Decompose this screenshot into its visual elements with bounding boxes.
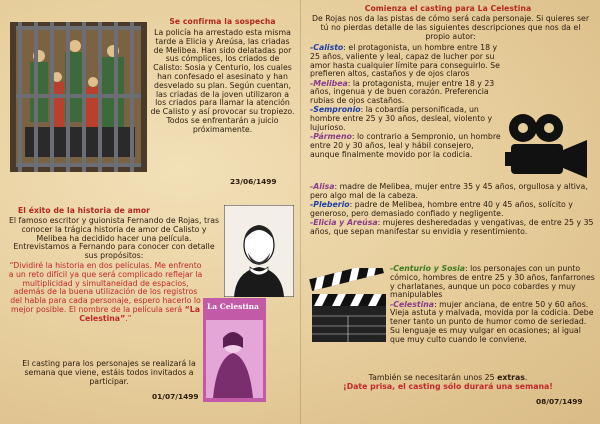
character-pleberio xyxy=(310,201,595,219)
page-fold xyxy=(300,0,301,424)
casting-title: Comienza el casting para La Celestina xyxy=(364,4,532,13)
character-celestina xyxy=(390,301,595,345)
character-name: -Celestina xyxy=(390,299,435,309)
character-elicia-areusa xyxy=(310,219,595,237)
exito-quote xyxy=(8,262,203,324)
character-desc: : la protagonista, mujer entre 18 y 23 años, ingenua y de buen corazón. Preferencia rubias de ojos castaños. xyxy=(310,78,495,106)
character-parmeno xyxy=(310,133,503,159)
character-desc: : madre de Melibea, mujer entre 35 y 45 años, orgullosa y altiva, pero algo mal de la cabeza. xyxy=(310,182,588,200)
extras-post: . xyxy=(524,373,528,382)
author-portrait-image xyxy=(224,205,294,297)
character-desc: : el protagonista, un hombre entre 18 y 25 años, valiente y leal, capaz de lucher por su amor hasta cualquier límite para conseguirlo. Se prefieren altos, castaños y de ojos claros xyxy=(310,43,500,79)
character-desc: : mujer anciana, de entre 50 y 60 años. Vieja astuta y malvada, movida por la codicia. Debe tener tanto un punto de humor como de seriedad. Su lenguaje es muy vulgar en ocasiones; al igual que muy culto cuando le conviene. xyxy=(390,299,594,344)
film-camera-icon xyxy=(505,112,590,182)
character-desc: : lo contrario a Sempronio, un hombre entre 20 y 30 años, leal y hábil consejero, aunque finalmente movido por la codicia. xyxy=(310,132,501,159)
character-desc: : los personajes con un punto cómico, hombres de entre 25 y 30 años, fanfarrones y charlatanes, aunque un poco cobardes y muy manipulables xyxy=(390,264,595,300)
extras-pre: También se necesitarán unos 25 xyxy=(368,373,495,382)
character-alisa xyxy=(310,183,595,201)
character-name: -Sempronio xyxy=(310,105,361,115)
prison-bars-image xyxy=(10,22,147,172)
character-centurio-sosia xyxy=(390,265,595,300)
sospecha-title: Se confirma la sospecha xyxy=(169,17,276,26)
character-sempronio xyxy=(310,106,503,132)
character-desc: : padre de Melibea, hombre entre 40 y 45 años, solícito y generoso, pero demasiado confiado y negligente. xyxy=(310,199,573,218)
exito-body: El famoso escritor y guionista Fernando de Rojas, tras conocer la trágica historia de amor de Calisto y Melibea ha decidido hacer una película. Entrevistamos a Fernando para conocer con detalle sus propósitos: xyxy=(8,216,220,261)
book-cover-title: La Celestina xyxy=(207,302,259,311)
extras-word: extras xyxy=(497,373,525,382)
character-block-1 xyxy=(310,44,503,160)
character-name: -Centurio y Sosia xyxy=(390,264,466,273)
quote-end: .” xyxy=(125,313,132,323)
celestina-book-cover-image xyxy=(203,298,266,402)
character-name: -Alisa xyxy=(310,182,335,191)
exito-date: 01/07/1499 xyxy=(152,392,199,401)
character-name: -Melibea xyxy=(310,78,348,88)
sospecha-date: 23/06/1499 xyxy=(230,177,277,186)
character-calisto xyxy=(310,44,503,79)
character-name: -Pármeno xyxy=(310,132,352,142)
sospecha-body: La policía ha arrestado esta misma tarde a Elicia y Areúsa, las criadas de Melibea. Han sido delatadas por sus cómplices, los criados de Calisto: Sosia y Centurio, los cuales han confesado el asesinato y han desvelado su plan. Según cuentan, las criadas de la joven utilizaron a los criados para llamar la atención de Calisto y así provocar su tropiezo. Todos se enfrentarán a juicio próximamente. xyxy=(150,28,295,134)
character-name: -Elicia y Areúsa xyxy=(310,217,378,227)
casting-date: 08/07/1499 xyxy=(536,397,583,406)
casting-intro: De Rojas nos da las pistas de cómo será cada personaje. Si quieres ser tú no pierdas detalle de las siguientes descripciones que nos da el propio autor: xyxy=(311,14,590,41)
character-name: -Calisto xyxy=(310,43,344,52)
quote-film-title: “La Celestina” xyxy=(79,304,201,323)
character-desc: : la cobardía personificada, un hombre entre 25 y 30 años, desleal, violento y lujurioso. xyxy=(310,105,493,132)
character-block-2 xyxy=(310,183,595,237)
quote-text: “Dividiré la historia en dos películas. Me enfrento a un reto difícil ya que será complicado reflejar la multiplicidad y simultaneidad de espacios, además de la buena utilización de los registros del habla para cada personaje, espero hacerlo lo mejor posible. El nombre de la película será xyxy=(8,261,203,314)
character-desc: : mujeres desheredadas y vengativas, de entre 25 y 35 años, que sepan manifestar su envidia y resentimiento. xyxy=(310,217,594,236)
exito-title: El éxito de la historia de amor xyxy=(18,206,150,215)
casting-note: El casting para los personajes se realizará la semana que viene, estáis todos invitados a participar. xyxy=(22,359,196,386)
character-block-3 xyxy=(390,265,595,345)
clapperboard-icon xyxy=(308,268,388,344)
hurry-note: ¡Date prisa, el casting sólo durará una semana! xyxy=(343,382,553,391)
character-name: -Pleberio xyxy=(310,199,350,209)
character-melibea xyxy=(310,80,503,106)
